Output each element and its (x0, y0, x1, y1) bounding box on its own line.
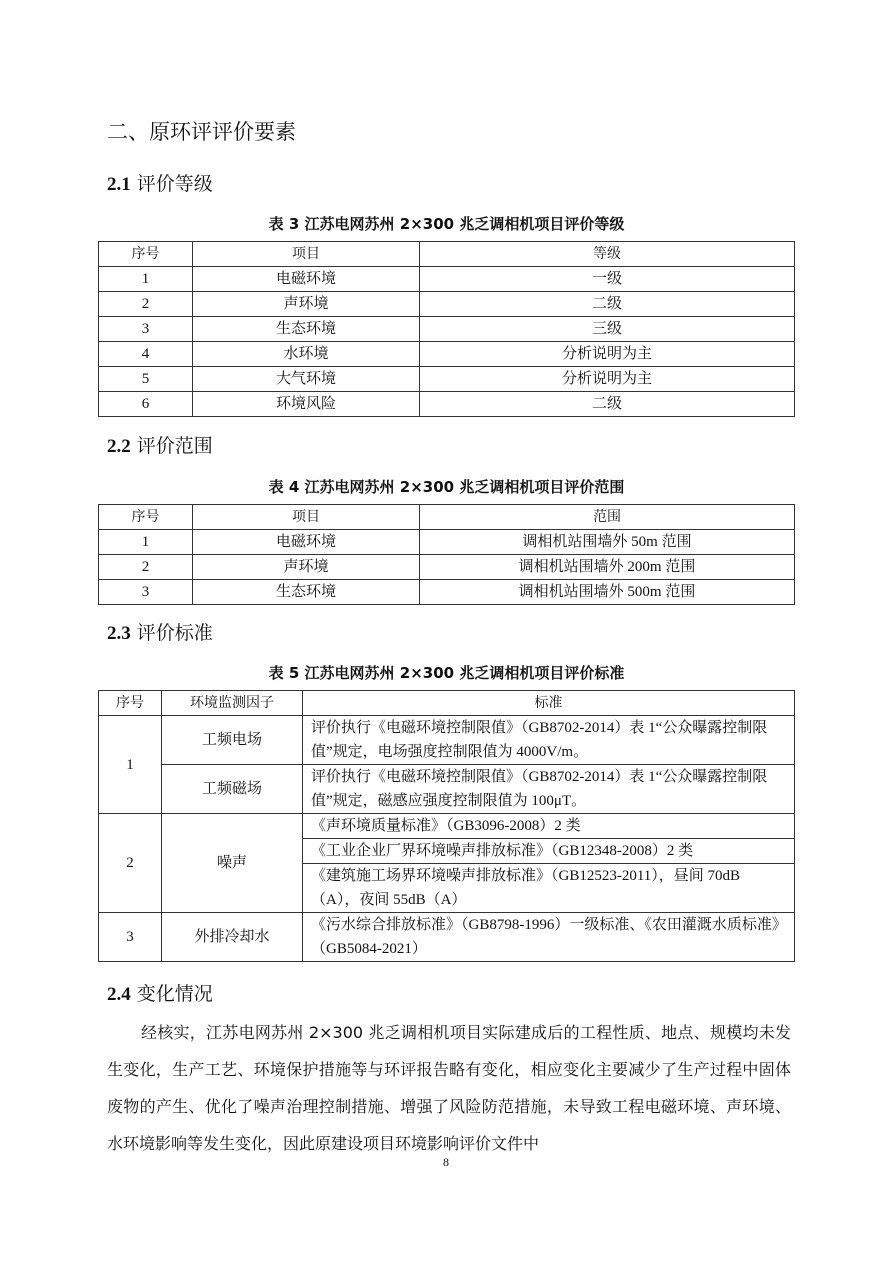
cell: 大气环境 (193, 367, 420, 392)
cell-standard: 《声环境质量标准》（GB3096-2008）2 类 (303, 814, 795, 839)
table-row (99, 555, 795, 580)
table-row (99, 530, 795, 555)
table-row (99, 716, 795, 765)
col-header: 等级 (420, 242, 795, 267)
cell-number: 1 (99, 716, 162, 814)
heading-number: 2.2 (107, 436, 131, 457)
table3-caption: 表 3 江苏电网苏州 2×300 兆乏调相机项目评价等级 (268, 215, 625, 233)
table-row (99, 342, 795, 367)
heading-2-2 (107, 431, 213, 458)
table-row (99, 765, 795, 814)
cell: 分析说明为主 (420, 367, 795, 392)
cell: 3 (99, 317, 193, 342)
body-paragraph: 经核实，江苏电网苏州 2×300 兆乏调相机项目实际建成后的工程性质、地点、规模均未发生变化，生产工艺、环境保护措施等与环评报告略有变化，相应变化主要减少了生产过程中固体废物的产生、优化了噪声治理控制措施、增强了风险防范措施，未导致工程电磁环境、声环境、水环境影响等发生变化，因此原建设项目环境影响评价文件中 (107, 1023, 791, 1153)
cell-standard: 《污水综合排放标准》（GB8798-1996）一级标准、《农田灌溉水质标准》（GB5084-2021） (303, 913, 795, 962)
cell-factor: 工频电场 (162, 716, 303, 765)
cell: 生态环境 (193, 580, 420, 605)
cell: 调相机站围墙外 200m 范围 (420, 555, 795, 580)
cell: 水环境 (193, 342, 420, 367)
col-header: 项目 (193, 505, 420, 530)
table-row (99, 913, 795, 962)
cell-standard: 评价执行《电磁环境控制限值》（GB8702-2014）表 1“公众曝露控制限值”规定，磁感应强度控制限值为 100μT。 (303, 765, 795, 814)
cell: 5 (99, 367, 193, 392)
cell: 2 (99, 292, 193, 317)
heading-text: 评价范围 (136, 435, 213, 457)
table3 (98, 241, 795, 417)
cell: 环境风险 (193, 392, 420, 417)
table-row (99, 814, 795, 839)
table4 (98, 504, 795, 605)
cell-factor: 工频磁场 (162, 765, 303, 814)
col-header: 范围 (420, 505, 795, 530)
cell: 1 (99, 267, 193, 292)
col-header: 序号 (99, 505, 193, 530)
table5-caption: 表 5 江苏电网苏州 2×300 兆乏调相机项目评价标准 (268, 664, 625, 682)
table-row (99, 580, 795, 605)
cell-standard: 《工业企业厂界环境噪声排放标准》（GB12348-2008）2 类 (303, 839, 795, 864)
heading-number: 2.1 (107, 174, 131, 195)
cell-standard: 《建筑施工场界环境噪声排放标准》（GB12523-2011），昼间 70dB（A），夜间 55dB（A） (303, 864, 795, 913)
table-header-row (99, 242, 795, 267)
cell-factor: 外排冷却水 (162, 913, 303, 962)
cell: 1 (99, 530, 193, 555)
table-row (99, 267, 795, 292)
cell: 分析说明为主 (420, 342, 795, 367)
section-title: 二、原环评评价要素 (107, 120, 296, 144)
cell-standard: 评价执行《电磁环境控制限值》（GB8702-2014）表 1“公众曝露控制限值”规定，电场强度控制限值为 4000V/m。 (303, 716, 795, 765)
table-row (99, 367, 795, 392)
heading-2-1 (107, 169, 213, 196)
cell: 3 (99, 580, 193, 605)
cell-number: 3 (99, 913, 162, 962)
heading-text: 变化情况 (136, 983, 213, 1005)
heading-number: 2.4 (107, 984, 131, 1005)
table-header-row (99, 505, 795, 530)
cell: 生态环境 (193, 317, 420, 342)
cell: 二级 (420, 292, 795, 317)
cell: 一级 (420, 267, 795, 292)
cell: 电磁环境 (193, 530, 420, 555)
table5 (98, 690, 795, 962)
table-row (99, 317, 795, 342)
heading-2-4 (107, 979, 213, 1006)
cell: 调相机站围墙外 500m 范围 (420, 580, 795, 605)
cell: 二级 (420, 392, 795, 417)
col-header: 标准 (303, 691, 795, 716)
cell: 声环境 (193, 292, 420, 317)
table-row (99, 292, 795, 317)
col-header: 项目 (193, 242, 420, 267)
col-header: 序号 (99, 242, 193, 267)
table4-caption: 表 4 江苏电网苏州 2×300 兆乏调相机项目评价范围 (268, 478, 625, 496)
heading-text: 评价标准 (136, 622, 213, 644)
col-header: 环境监测因子 (162, 691, 303, 716)
heading-text: 评价等级 (136, 173, 213, 195)
heading-number: 2.3 (107, 623, 131, 644)
cell: 4 (99, 342, 193, 367)
page-number: 8 (443, 1155, 449, 1169)
cell: 声环境 (193, 555, 420, 580)
table-row (99, 392, 795, 417)
cell: 2 (99, 555, 193, 580)
heading-2-3 (107, 618, 213, 645)
col-header: 序号 (99, 691, 162, 716)
cell: 调相机站围墙外 50m 范围 (420, 530, 795, 555)
cell-factor: 噪声 (162, 814, 303, 913)
cell: 电磁环境 (193, 267, 420, 292)
cell: 6 (99, 392, 193, 417)
cell: 三级 (420, 317, 795, 342)
table-header-row (99, 691, 795, 716)
cell-number: 2 (99, 814, 162, 913)
